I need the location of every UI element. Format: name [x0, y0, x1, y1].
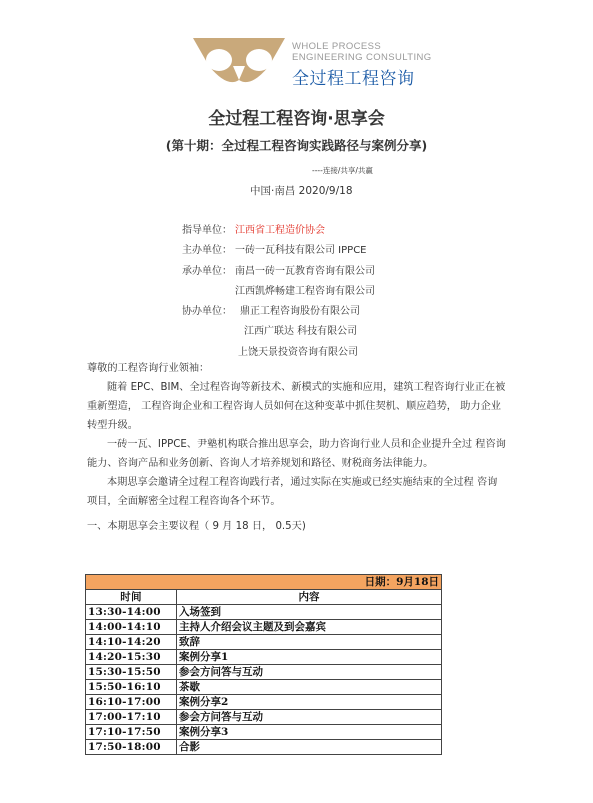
content-cell: 合影: [177, 740, 442, 755]
organizer-assist-name-1: 鼎正工程咨询股份有限公司: [240, 306, 360, 317]
column-header-content: 内容: [177, 590, 442, 605]
paragraph-2: 一砖一瓦、IPPCE、尹塾机构联合推出思享会，助力咨询行业人员和企业提升全过 程咨询能力、咨询产品和业务创新、咨询人才培养规划和路径、财税商务法律能力。: [87, 439, 506, 469]
organizer-guide-label: 指导单位：: [182, 225, 232, 236]
table-row: [86, 650, 442, 665]
organizer-guide-name: 江西省工程造价协会: [235, 225, 325, 236]
logo-text-en-2: ENGINEERING CONSULTING: [292, 52, 432, 63]
organizer-assist-name-2: 江西广联达 科技有限公司: [244, 326, 358, 337]
owl-logo-icon: [191, 36, 287, 88]
content-cell: 参会方问答与互动: [177, 710, 442, 725]
time-cell: 15:30-15:50: [86, 665, 177, 680]
time-cell: 17:10-17:50: [86, 725, 177, 740]
organizer-host-label: 主办单位：: [182, 245, 232, 256]
place-date: 中国·南昌 2020/9/18: [250, 185, 353, 197]
organizer-assist-label: 协办单位：: [182, 306, 232, 317]
content-cell: 入场签到: [177, 605, 442, 620]
company-logo: [191, 36, 432, 89]
table-row: [86, 740, 442, 755]
table-row: [86, 620, 442, 635]
content-cell: 主持人介绍会议主题及到会嘉宾: [177, 620, 442, 635]
schedule-table: [85, 574, 442, 755]
table-row: [86, 680, 442, 695]
time-cell: 16:10-17:00: [86, 695, 177, 710]
greeting: 尊敬的工程咨询行业领袖：: [87, 363, 210, 374]
time-cell: 15:50-16:10: [86, 680, 177, 695]
content-cell: 案例分享1: [177, 650, 442, 665]
column-header-time: 时间: [86, 590, 177, 605]
logo-text-en-1: WHOLE PROCESS: [292, 41, 382, 52]
slogan: ----连接/共享/共赢: [312, 166, 373, 175]
table-row: [86, 725, 442, 740]
time-cell: 17:50-18:00: [86, 740, 177, 755]
paragraph-3: 本期思享会邀请全过程工程咨询践行者，通过实际在实施或已经实施结束的全过程 咨询项目，全面解密全过程工程咨询各个环节。: [87, 477, 498, 507]
table-row: [86, 665, 442, 680]
schedule-date: 日期：9月18日: [86, 575, 442, 590]
organizer-assist-name-3: 上饶天景投资咨询有限公司: [238, 347, 358, 358]
time-cell: 13:30-14:00: [86, 605, 177, 620]
page-subtitle: (第十期：全过程工程咨询实践路径与案例分享): [165, 138, 428, 153]
organizer-undertake-label: 承办单位：: [182, 266, 232, 277]
table-row: [86, 710, 442, 725]
table-row: [86, 695, 442, 710]
schedule-date-row: [86, 575, 442, 590]
schedule-header-row: [86, 590, 442, 605]
content-cell: 案例分享2: [177, 695, 442, 710]
organizer-undertake-name-2: 江西凯烨畅建工程咨询有限公司: [235, 286, 375, 297]
time-cell: 14:00-14:10: [86, 620, 177, 635]
time-cell: 17:00-17:10: [86, 710, 177, 725]
organizer-undertake-name-1: 南昌一砖一瓦教育咨询有限公司: [235, 266, 375, 277]
page-title: 全过程工程咨询·思享会: [208, 109, 385, 129]
content-cell: 茶歇: [177, 680, 442, 695]
paragraph-1: 随着 EPC、BIM、全过程咨询等新技术、新模式的实施和应用，建筑工程咨询行业正在被重新塑造， 工程咨询企业和工程咨询人员如何在这种变革中抓住契机、顺应趋势， 助力企业转型升级。: [87, 382, 506, 431]
organizer-host-name: 一砖一瓦科技有限公司 IPPCE: [235, 245, 367, 256]
time-cell: 14:10-14:20: [86, 635, 177, 650]
content-cell: 致辞: [177, 635, 442, 650]
table-row: [86, 635, 442, 650]
time-cell: 14:20-15:30: [86, 650, 177, 665]
table-row: [86, 605, 442, 620]
content-cell: 案例分享3: [177, 725, 442, 740]
agenda-title: 一、本期思享会主要议程（ 9 月 18 日， 0.5天): [87, 521, 306, 532]
logo-text-cn: 全过程工程咨询: [292, 69, 415, 89]
content-cell: 参会方问答与互动: [177, 665, 442, 680]
